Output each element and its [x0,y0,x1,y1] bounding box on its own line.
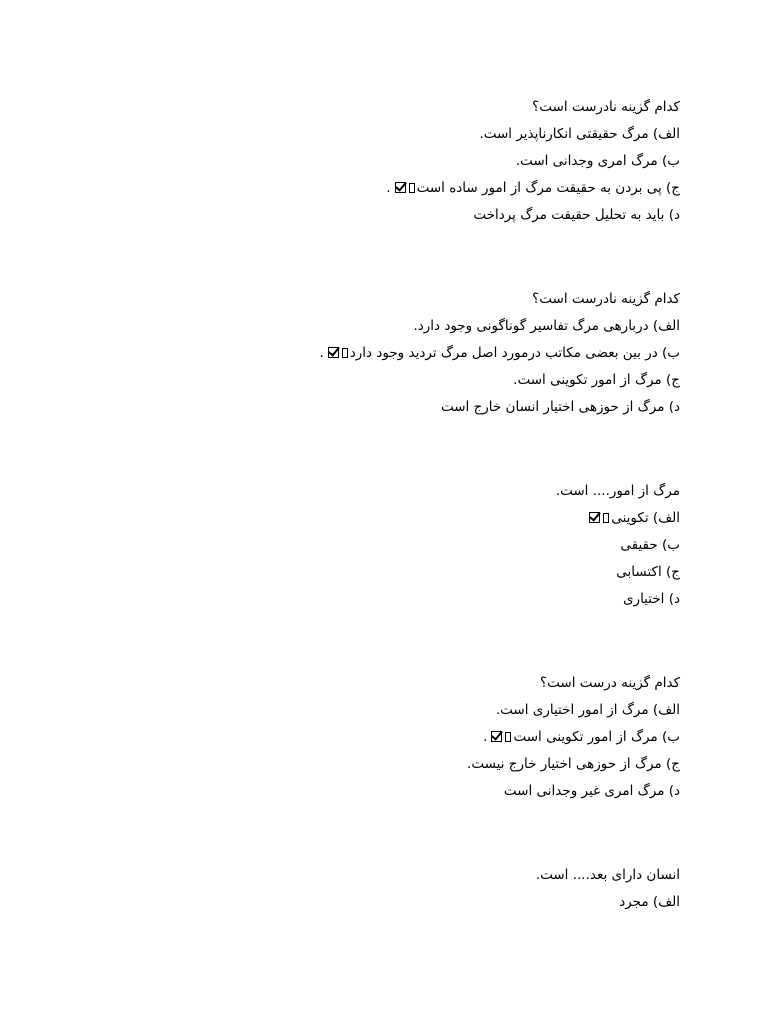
option-dal: د) اختیاری [622,591,680,607]
option-alef [160,505,680,532]
option-suffix: . [319,345,324,361]
option-jim: ج) اکتسابی [616,564,680,580]
question-5 [160,862,680,916]
option-be: ب) مرگ امری وجدانی است. [515,153,680,169]
question-3 [160,478,680,613]
option-be [160,340,680,367]
empty-box-icon [505,732,511,742]
option-jim: ج) مرگ از حوزهی اختیار خارج نیست. [467,756,680,772]
option-jim [160,175,680,202]
question-4 [160,670,680,805]
option-text: الف) تکوینی [611,510,680,526]
option-dal: د) مرگ امری غیر وجدانی است [503,783,680,799]
empty-box-icon [409,183,415,193]
option-text: ب) در بین بعضی مکاتب درمورد اصل مرگ تردید وجود دارد [349,345,680,361]
option-text: ج) پی بردن به حقیقت مرگ از امور ساده است [416,180,680,196]
option-jim: ج) مرگ از امور تکوینی است. [513,372,680,388]
empty-box-icon [603,513,609,523]
option-dal: د) باید به تحلیل حقیقت مرگ پرداخت [473,207,680,223]
question-2 [160,286,680,421]
option-be [160,724,680,751]
question-stem: کدام گزینه نادرست است؟ [532,291,680,307]
question-stem: انسان دارای بعد.... است. [535,867,680,883]
option-alef: الف) دربارهی مرگ تفاسیر گوناگونی وجود دارد. [413,318,680,334]
option-suffix: . [386,180,391,196]
checked-box-icon [395,182,406,193]
question-stem: کدام گزینه درست است؟ [539,675,680,691]
checked-box-icon [589,512,600,523]
option-alef: الف) مرگ از امور اختیاری است. [495,702,680,718]
option-dal: د) مرگ از حوزهی اختیار انسان خارج است [440,399,680,415]
option-be: ب) حقیقی [620,537,680,553]
question-1 [160,94,680,229]
question-stem: کدام گزینه نادرست است؟ [532,99,680,115]
option-text: ب) مرگ از امور تکوینی است [513,729,680,745]
option-alef: الف) مرگ حقیقتی انکارناپذیر است. [479,126,680,142]
option-alef: الف) مجرد [619,894,680,910]
question-stem: مرگ از امور.... است. [555,483,680,499]
checked-box-icon [491,731,502,742]
option-suffix: . [483,729,488,745]
empty-box-icon [342,348,348,358]
checked-box-icon [328,347,339,358]
